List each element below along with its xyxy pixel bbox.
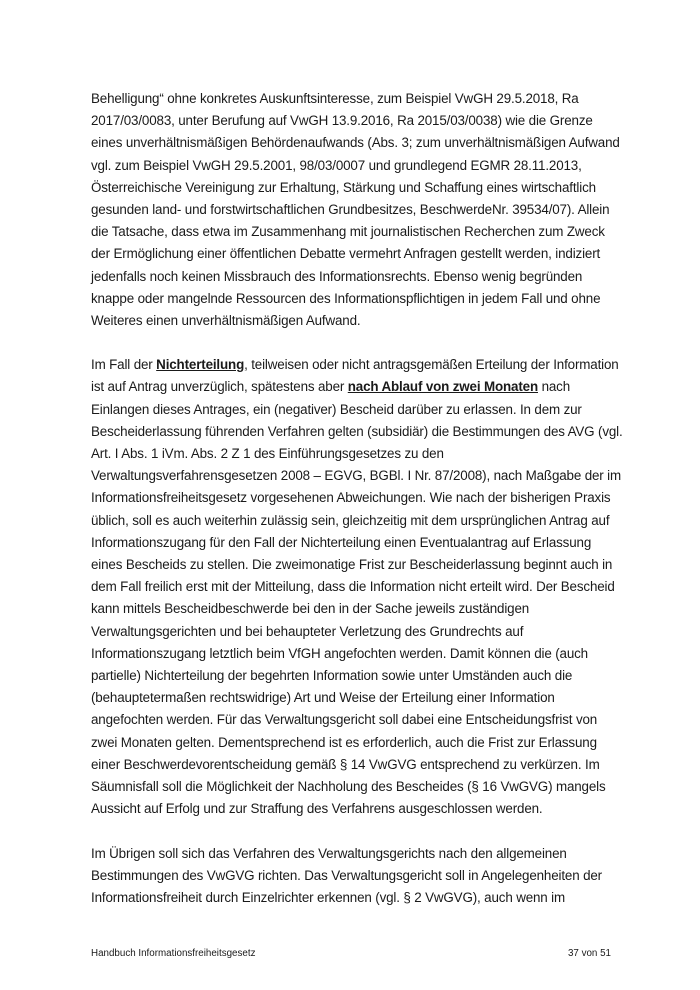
paragraph-2-mid: , teilweisen oder nicht antragsgemäßen Erteilung der Information ist auf Antrag unverzüglich, spätestens aber <box>91 357 619 395</box>
paragraph-1: Behelligung“ ohne konkretes Auskunftsinteresse, zum Beispiel VwGH 29.5.2018, Ra 2017/03/0083, unter Berufung auf VwGH 13.9.2016, Ra 2015/03/0038) wie die Grenze eines unverhältnismäßigen Behördenaufwands (Abs. 3; zum unverhältnismäßigen Aufwand vgl. zum Beispiel VwGH 29.5.2001, 98/03/0007 und grundlegend EGMR 28.11.2013, Österreichische Vereinigung zur Erhaltung, Stärkung und Schaffung eines wirtschaftlich gesunden land- und forstwirtschaftlichen Grundbesitzes, BeschwerdeNr. 39534/07). Allein die Tatsache, dass etwa im Zusammenhang mit journalistischen Recherchen zum Zweck der Ermöglichung einer öffentlichen Debatte vermehrt Anfragen gestellt werden, indiziert jedenfalls noch keinen Missbrauch des Informationsrechts. Ebenso wenig begründen knappe oder mangelnde Ressourcen des Informationspflichtigen in jedem Fall und ohne Weiteres einen unverhältnismäßigen Aufwand. <box>91 91 620 329</box>
footer-page-number: 37 von 51 <box>567 948 611 959</box>
footer-document-title: Handbuch Informationsfreiheitsgesetz <box>91 948 256 959</box>
paragraph-2 <box>91 354 623 820</box>
emphasis-zwei-monate: nach Ablauf von zwei Monaten <box>347 379 538 395</box>
paragraph-2-lead: Im Fall der <box>91 357 157 373</box>
emphasis-nichterteilung: Nichterteilung <box>156 357 245 373</box>
paragraph-3: Im Übrigen soll sich das Verfahren des Verwaltungsgerichts nach den allgemeinen Bestimmungen des VwGVG richten. Das Verwaltungsgericht soll in Angelegenheiten der Informationsfreiheit durch Einzelrichter erkennen (vgl. § 2 VwGVG), auch wenn im <box>91 845 602 905</box>
page-body <box>91 88 623 909</box>
page-footer <box>91 948 611 960</box>
paragraph-2-rest: nach Einlangen dieses Antrages, ein (negativer) Bescheid darüber zu erlassen. In dem zur Bescheiderlassung führenden Verfahren gelten (subsidiär) die Bestimmungen des AVG (vgl. Art. I Abs. 1 iVm. Abs. 2 Z 1 des Einführungsgesetzes zu den Verwaltungsverfahrensgesetzen 2008 – EGVG, BGBl. I Nr. 87/2008), nach Maßgabe der im Informationsfreiheitsgesetz vorgesehenen Abweichungen. Wie nach der bisherigen Praxis üblich, soll es auch weiterhin zulässig sein, gleichzeitig mit dem ursprünglichen Antrag auf Informationszugang für den Fall der Nichterteilung einen Eventualantrag auf Erlassung eines Bescheids zu stellen. Die zweimonatige Frist zur Bescheiderlassung beginnt auch in dem Fall freilich erst mit der Mitteilung, dass die Information nicht erteilt wird. Der Bescheid kann mittels Bescheidbeschwerde bei den in der Sache jeweils zuständigen Verwaltungsgerichten und bei behaupteter Verletzung des Grundrechts auf Informationszugang letztlich beim VfGH angefochten werden. Damit können die (auch partielle) Nichterteilung der begehrten Information sowie unter Umständen auch die (behauptetermaßen rechtswidrige) Art und Weise der Erteilung einer Information angefochten werden. Für das Verwaltungsgericht soll dabei eine Entscheidungsfrist von zwei Monaten gelten. Dementsprechend ist es erforderlich, auch die Frist zur Erlassung einer Beschwerdevorentscheidung gemäß § 14 VwGVG entsprechend zu verkürzen. Im Säumnisfall soll die Möglichkeit der Nachholung des Bescheides (§ 16 VwGVG) mangels Aussicht auf Erfolg und zur Straffung des Verfahrens ausgeschlossen werden. <box>91 379 623 817</box>
